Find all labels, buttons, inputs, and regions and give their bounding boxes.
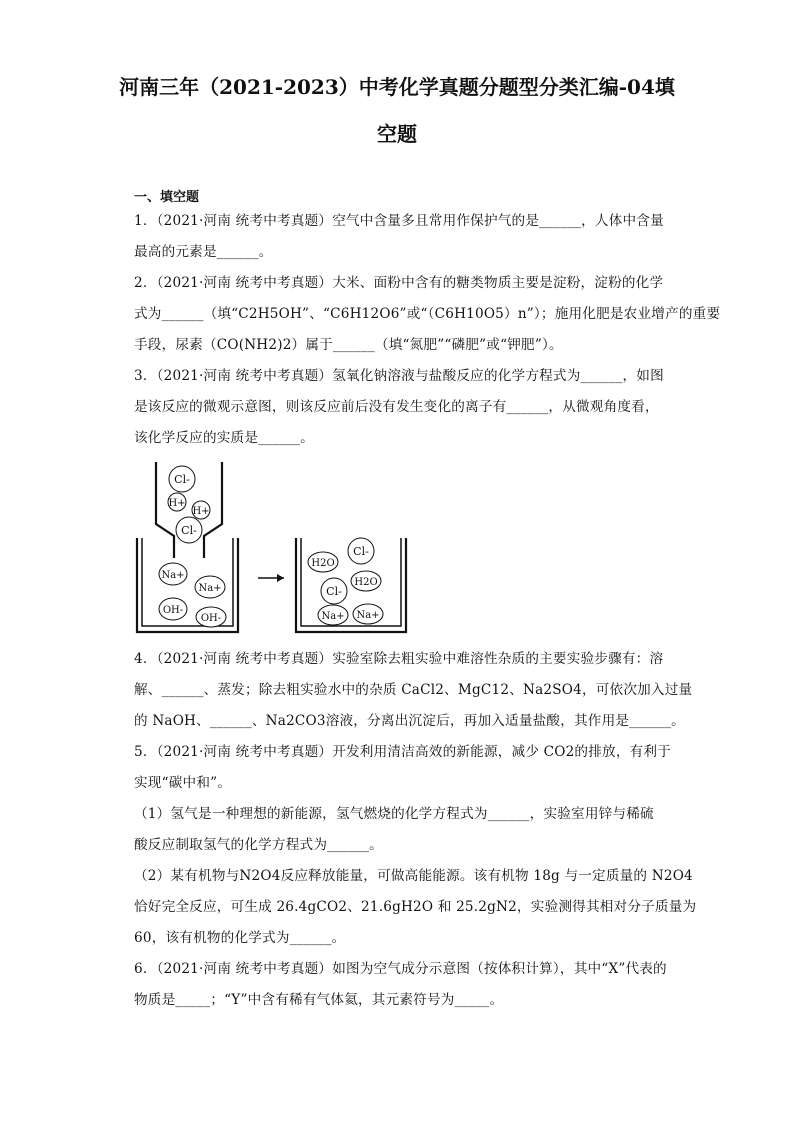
q5-sub2-line-1: （2）某有机物与N2O4反应释放能量，可做高能能源。该有机物 18g 与一定质量的 N2O4 [134,868,693,884]
q5-line-2: 实现“碳中和”。 [134,775,232,791]
q5-sub1-line-1: （1）氢气是一种理想的新能源，氢气燃烧的化学方程式为______，实验室用锌与稀硫 [134,806,654,822]
ion-label: Cl- [174,473,190,486]
q5-sub1-line-2: 酸反应制取氢气的化学方程式为______。 [134,837,383,853]
q1-line-2: 最高的元素是______。 [134,244,273,260]
section-heading: 一、填空题 [134,190,200,205]
q2-line-2: 式为______（填“C2H5OH”、“C6H12O6”或“（C6H10O5）n”）；施用化肥是农业增产的重要 [134,306,721,322]
ion-label: H+ [168,498,186,509]
q3-line-2: 是该反应的微观示意图，则该反应前后没有发生变化的离子有______，从微观角度看， [134,399,659,415]
question-6 [134,954,667,1016]
q4-line-2: 解、______、蒸发；除去粗实验水中的杂质 CaCl2、MgC12、Na2SO4，可依次加入过量 [134,682,693,698]
q5-line-1: 5．（2021·河南 统考中考真题）开发利用清洁高效的新能源，减少 CO2的排放，有利于 [134,744,671,760]
document-title [100,64,694,158]
q4-line-3: 的 NaOH、______、Na2CO3溶液，分离出沉淀后，再加入适量盐酸，其作用是______。 [134,713,685,729]
q3-line-1: 3．（2021·河南 统考中考真题）氢氧化钠溶液与盐酸反应的化学方程式为______，如图 [134,368,664,384]
ion-label: Na+ [161,570,185,581]
q1-line-1: 1．（2021·河南 统考中考真题）空气中含量多且常用作保护气的是______，人体中含量 [134,213,664,229]
reaction-diagram [134,460,424,640]
q3-line-3: 该化学反应的实质是______。 [134,430,314,446]
ion-label: Na+ [356,610,380,621]
ion-label: Na+ [198,583,222,594]
q5-sub2-line-3: 60，该有机物的化学式为______。 [134,930,346,946]
question-4 [134,644,693,737]
ion-label: OH- [200,613,222,624]
q6-line-2: 物质是_____；“Y”中含有稀有气体氦，其元素符号为_____。 [134,992,504,1008]
title-line-2: 空题 [377,122,417,146]
ion-label: H2O [354,577,378,588]
ion-label: OH- [162,605,184,616]
reaction-arrow-icon [258,574,284,582]
q4-line-1: 4．（2021·河南 统考中考真题）实验室除去粗实验中难溶性杂质的主要实验步骤有：溶 [134,651,664,667]
q2-line-1: 2．（2021·河南 统考中考真题）大米、面粉中含有的糖类物质主要是淀粉，淀粉的化学 [134,275,664,291]
question-5 [134,737,697,954]
ion-label: H2O [311,558,335,569]
ion-label: Na+ [321,611,345,622]
ion-label: Cl- [181,524,197,537]
question-1 [134,206,664,268]
ion-label: H+ [192,506,210,517]
q5-sub2-line-2: 恰好完全反应，可生成 26.4gCO2、21.6gH2O 和 25.2gN2，实验测得其相对分子质量为 [134,899,697,915]
title-line-1: 河南三年（2021-2023）中考化学真题分题型分类汇编-04填 [119,75,675,99]
ion-label: Cl- [326,585,342,598]
q2-line-3: 手段，尿素（CO(NH2)2）属于______（填“氮肥”“磷肥”或“钾肥”）。 [134,337,563,353]
question-3 [134,361,664,454]
q6-line-1: 6．（2021·河南 统考中考真题）如图为空气成分示意图（按体积计算），其中“X”代表的 [134,961,667,977]
ion-label: Cl- [353,545,369,558]
question-2 [134,268,721,361]
